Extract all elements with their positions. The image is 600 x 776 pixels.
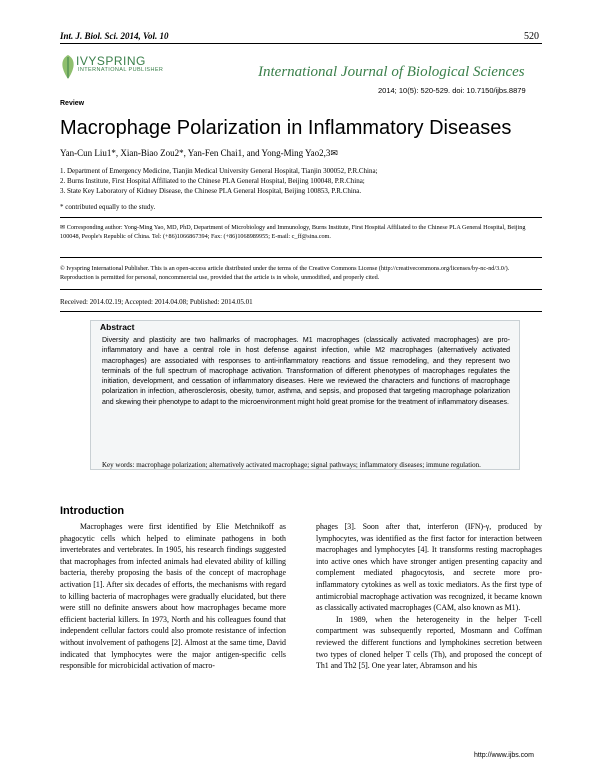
authors: Yan-Cun Liu1*, Xian-Biao Zou2*, Yan-Fen Chai1, and Yong-Ming Yao2,3✉ [60,148,338,158]
paragraph: Macrophages were first identified by Elie Metchnikoff as phagocytic cells which helped to eliminate pathogens in both invertebrates and vertebrates. In 1905, his research findings suggested that macrophages from infected animals had elevated ability of killing bacteria, thereby proposing the basis of the concept of macrophage activation [1]. After six decades of efforts, the mechanisms with regard to killing bacteria of macrophages were gradually elucidated, but there were still no definite answers about how macrophages became more efficient bacterial killers. In 1973, North and his colleagues found that independent cellular factors could also promote resistance of infection without involvement of pathogens [2]. Almost at the same time, David indicated that lymphocytes were the major antigen-specific cells responsible for microbicidal activation of macro- [60,522,286,671]
citation: 2014; 10(5): 520-529. doi: 10.7150/ijbs.8879 [378,86,526,95]
article-title: Macrophage Polarization in Inflammatory Diseases [60,117,512,139]
corresponding-author: ✉ Corresponding author: Yong-Ming Yao, MD, PhD, Department of Microbiology and Immunology, Burns Institute, First Hospital Affiliated to the Chinese PLA General Hospital, Beijing 100048, People's Republic of China. Tel: (+86)1066867394; Fax: (+86)1068989955; E-mail: c_ff@sina.com. [60,224,526,240]
paragraph: In 1989, when the heterogeneity in the helper T-cell compartment was subsequently reported, Mosmann and Coffman reviewed the different functions and lymphokines secretion between two types of cloned helper T cells (Th), and proposed the concept of Th1 and Th2 [5]. One year later, Abramson and his [316,614,542,671]
header-rule [60,43,542,44]
divider [60,311,542,312]
divider [60,289,542,290]
leaf-icon [58,53,78,81]
body-column-right [316,521,542,672]
logo-name: IVYSPRING [76,54,146,68]
affiliation-3: 3. State Key Laboratory of Kidney Disease, the Chinese PLA General Hospital, Beijing 100853, P.R.China. [60,187,362,195]
divider [60,257,542,258]
copyright-notice: © Ivyspring International Publisher. This is an open-access article distributed under the terms of the Creative Commons License (http://creativecommons.org/licenses/by-nc-nd/3.0/). Reproduction is permitted for personal, noncommercial use, provided that the article is in whole, unmodified, and properly cited. [60,265,510,281]
page-number: 520 [524,31,539,42]
equal-contribution-note: * contributed equally to the study. [60,203,156,211]
article-dates: Received: 2014.02.19; Accepted: 2014.04.08; Published: 2014.05.01 [60,298,253,306]
footer-url[interactable]: http://www.ijbs.com [474,752,534,759]
abstract-text: Diversity and plasticity are two hallmarks of macrophages. M1 macrophages (classically activated macrophages) are pro-inflammatory and have a central role in host defense against infection, while M2 macrophages (alternatively activated macrophages) are associated with responses to anti-inflammatory reactions and tissue remodeling, and they represent two terminals of the full spectrum of macrophage activation. Transformation of different phenotypes of macrophages regulates the initiation, development, and cessation of inflammatory diseases. Here we reviewed the characters and functions of macrophage polarization in infection, atherosclerosis, obesity, tumor, asthma, and sepsis, and proposed that targeting macrophage polarization and skewing their phenotype to adapt to the microenvironment might hold great promise for the treatment of inflammatory diseases. [102,337,510,406]
paragraph: phages [3]. Soon after that, interferon (IFN)-γ, produced by lymphocytes, was identified as the first factor for interaction between macrophages and lymphocytes [4]. It transforms resting macrophages into active ones which have stronger antigen presenting capacity and complement mediated phagocytosis, and secrete more pro-inflammatory cytokines as well as toxic mediators. As the first type of antimicrobial macrophage activation was recognized, it became known as classically activated macrophages (CAM, also known as M1). [316,522,542,613]
affiliation-2: 2. Burns Institute, First Hospital Affiliated to the Chinese PLA General Hospital, Beijing 100048, P.R.China; [60,177,365,185]
abstract-heading: Abstract [100,322,135,332]
introduction-heading: Introduction [60,505,125,517]
section-label: Review [60,100,85,107]
body-column-left [60,521,286,672]
journal-title: International Journal of Biological Sciences [258,64,525,80]
keywords: Key words: macrophage polarization; alternatively activated macrophage; signal pathways; inflammatory diseases; immune regulation. [102,461,481,469]
logo-subtitle: INTERNATIONAL PUBLISHER [78,67,164,73]
affiliation-1: 1. Department of Emergency Medicine, Tianjin Medical University General Hospital, Tianjin 300052, P.R.China; [60,167,378,175]
running-head: Int. J. Biol. Sci. 2014, Vol. 10 [60,31,169,41]
divider [60,217,542,218]
